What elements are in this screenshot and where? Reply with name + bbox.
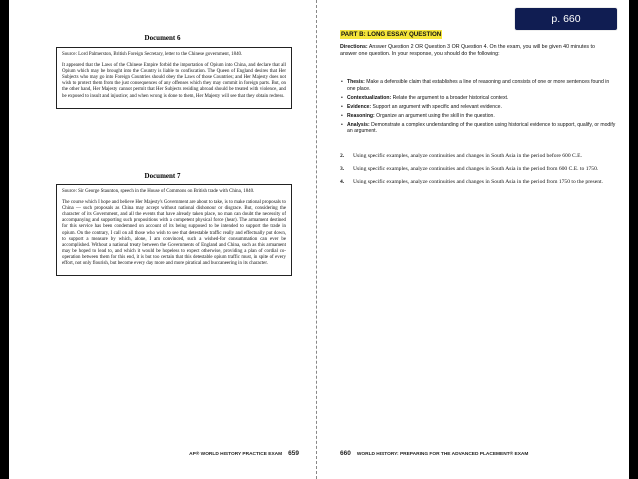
- criteria-item: • Reasoning: Organize an argument using the skill in the question.: [340, 113, 616, 120]
- left-page-footer: [9, 450, 299, 457]
- right-page-number: 660: [340, 450, 351, 457]
- directions-text: Answer Question 2 OR Question 3 OR Question 4. On the exam, you will be given 40 minutes to answer one question. In your response, you should do the following:: [340, 44, 595, 57]
- question-item: 4. Using specific examples, analyze continuities and changes in South Asia in the period from 1750 to the present.: [340, 178, 603, 185]
- document-6-body: It appeared that the Laws of the Chinese Empire forbid the importation of Opium into China, and declare that all Opium which may be brought into the Country is liable to confiscation. The Queen of England desires that Her Subjects who may go into Foreign Countries should obey the Laws of those Countries; and Her Majesty does not wish to protect them from the just consequences of any offenses which they may commit in foreign parts. But, on the other hand, Her Majesty cannot permit that Her Subjects residing abroad should be treated with violence, and be exposed to insult and injustice; and when wrong is done to them, Her Majesty will see that they obtain redress.: [62, 63, 286, 99]
- question-item: 3. Using specific examples, analyze continuities and changes in South Asia in the period from 600 C.E. to 1750.: [340, 165, 599, 172]
- left-page: [9, 0, 316, 479]
- criteria-list: [340, 79, 616, 137]
- document-7-title: Document 7: [144, 172, 181, 180]
- criteria-item: • Contextualization: Relate the argument to a broader historical context.: [340, 95, 616, 102]
- document-7-box: [56, 184, 292, 276]
- question-item: 2. Using specific examples, analyze continuities and changes in South Asia in the period before 600 C.E.: [340, 153, 582, 159]
- right-page: [318, 0, 629, 479]
- right-footer-title: WORLD HISTORY: PREPARING FOR THE ADVANCED PLACEMENT® EXAM: [356, 452, 529, 457]
- document-6-box: [56, 47, 292, 109]
- document-6-title: Document 6: [144, 34, 181, 42]
- question-list: [340, 153, 610, 191]
- criteria-item: • Analysis: Demonstrate a complex understanding of the question using historical evidence to support, qualify, or modify an argument.: [340, 122, 616, 135]
- part-b-heading: PART B: LONG ESSAY QUESTION: [341, 31, 442, 38]
- directions-label: Directions:: [340, 44, 368, 50]
- document-7-body: The course which I hope and believe Her Majesty's Government are about to take, is to make rational proposals to China — such proposals as China may accept without national dishonour or disgrace. But, considering the character of its Government, and all the events that have already taken place, no man can doubt the necessity of accompanying and supporting such propositions with a competent physical force (hear). The armament destined for this service has been condemned on account of its being supposed to be intended to support the trade in opium. On the contrary, I call on all those who wish to see that detestable traffic really and effectually put down, to support a measure by which, alone, I am convinced, such a wished-for consummation can ever be accomplished. Without a national treaty between the Governments of England and China, such as this armament may be hoped to lead to, and which it would be hopeless to expect otherwise, providing a plan of cordial co-operation between them for this end, it is but too certain that this detestable opium traffic must, in spite of every effort, not only flourish, but become every day more and more piratical and buccaneering in its character.: [62, 200, 286, 267]
- document-6-source: Source: Lord Palmerston, British Foreign Secretary, letter to the Chinese government, 1840.: [62, 52, 243, 57]
- left-page-number: 659: [288, 450, 299, 457]
- right-page-footer: [340, 450, 528, 457]
- criteria-item: • Evidence: Support an argument with specific and relevant evidence.: [340, 104, 616, 111]
- page-number-badge: p. 660: [514, 7, 618, 31]
- document-7-source: Source: Sir George Staunton, speech in the House of Commons on British trade with China, 1840.: [62, 189, 255, 194]
- criteria-item: • Thesis: Make a defensible claim that establishes a line of reasoning and consists of one or more sentences found in one place.: [340, 79, 616, 92]
- directions: [340, 44, 612, 58]
- left-footer-title: AP® WORLD HISTORY PRACTICE EXAM: [189, 452, 283, 457]
